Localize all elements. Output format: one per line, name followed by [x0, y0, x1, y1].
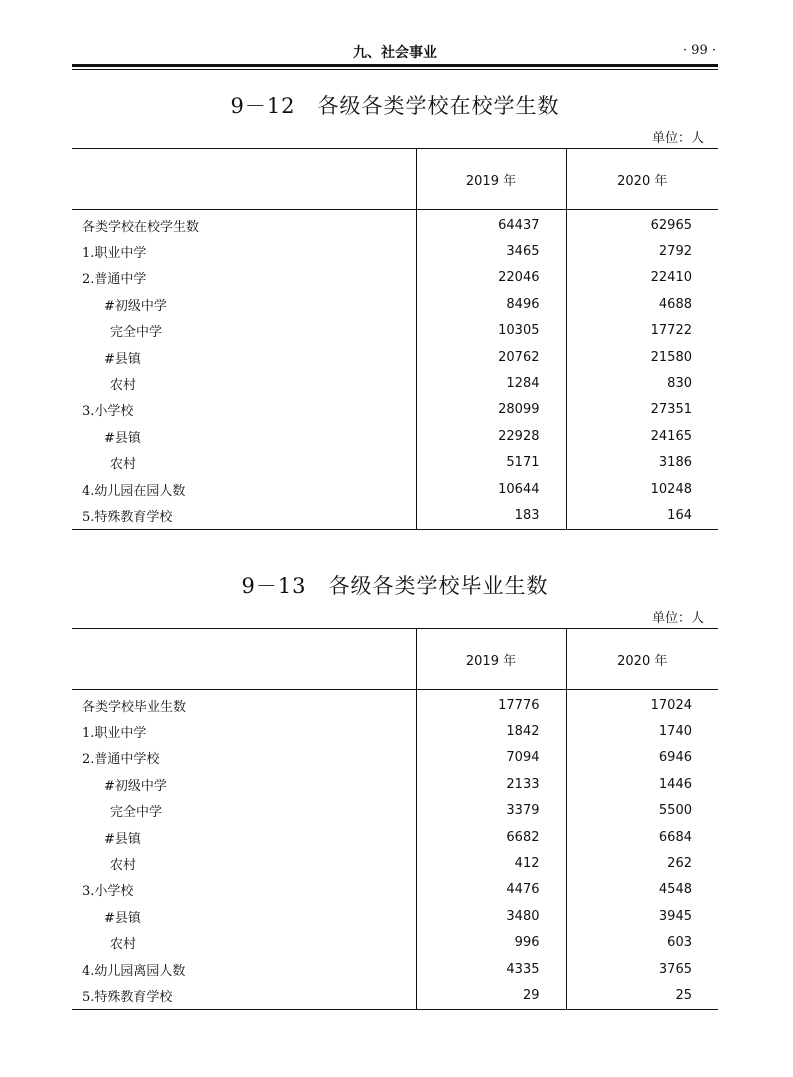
row-label: 完全中学: [110, 805, 163, 821]
value-2019: 183: [416, 502, 566, 529]
table-number: 9－13: [241, 574, 307, 598]
header-rule-thick: [72, 64, 718, 67]
row-label: 2.普通中学校: [82, 752, 160, 768]
value-2019: 4476: [416, 877, 566, 903]
row-label: 各类学校在校学生数: [82, 219, 200, 235]
value-2019: 22928: [416, 423, 566, 449]
value-2019: 10305: [416, 318, 566, 344]
value-2019: 22046: [416, 265, 566, 291]
header-row: [72, 149, 718, 210]
table-row: [72, 690, 718, 719]
table-row: [72, 318, 718, 344]
value-2020: 25: [566, 982, 718, 1009]
table-row: [72, 502, 718, 529]
value-2020: 22410: [566, 265, 718, 291]
value-2020: 5500: [566, 798, 718, 824]
column-header-stub: [72, 629, 416, 690]
table-title-text: 各级各类学校毕业生数: [328, 574, 549, 598]
value-2019: 5171: [416, 450, 566, 476]
row-label: #县镇: [104, 351, 141, 367]
value-2019: 412: [416, 850, 566, 876]
value-2020: 27351: [566, 397, 718, 423]
value-2020: 17722: [566, 318, 718, 344]
value-2020: 17024: [566, 690, 718, 719]
value-2020: 3945: [566, 903, 718, 929]
value-2019: 64437: [416, 210, 566, 239]
value-2019: 3379: [416, 798, 566, 824]
column-header-stub: [72, 149, 416, 210]
table-row: [72, 745, 718, 771]
row-label: 1.职业中学: [82, 246, 147, 262]
data-table: [72, 148, 718, 530]
table-title: [72, 570, 718, 600]
row-label: 农村: [110, 378, 137, 394]
value-2020: 1446: [566, 771, 718, 797]
column-header-2019: 2019 年: [416, 149, 566, 210]
unit-label: 单位：人: [651, 131, 704, 146]
table-row: [72, 423, 718, 449]
table-row: [72, 238, 718, 264]
row-label: 农村: [110, 937, 137, 953]
column-header-2020: 2020 年: [566, 149, 718, 210]
value-2020: 10248: [566, 476, 718, 502]
table-9-13: [72, 570, 718, 1010]
value-2020: 262: [566, 850, 718, 876]
value-2019: 6682: [416, 824, 566, 850]
value-2019: 7094: [416, 745, 566, 771]
table-body: [72, 690, 718, 1010]
table-title-text: 各级各类学校在校学生数: [317, 94, 560, 118]
row-label: #县镇: [104, 430, 141, 446]
value-2019: 29: [416, 982, 566, 1009]
table-row: [72, 982, 718, 1009]
table-row: [72, 930, 718, 956]
row-label: 5.特殊教育学校: [72, 982, 416, 1009]
table-row: [72, 771, 718, 797]
value-2019: 996: [416, 930, 566, 956]
value-2019: 8496: [416, 291, 566, 317]
value-2020: 6684: [566, 824, 718, 850]
row-label: 5.特殊教育学校: [72, 502, 416, 529]
page-number: · 99 ·: [682, 43, 716, 58]
data-table: [72, 628, 718, 1010]
value-2020: 3186: [566, 450, 718, 476]
table-row: [72, 903, 718, 929]
value-2019: 17776: [416, 690, 566, 719]
header-rule-thin: [72, 69, 718, 70]
value-2019: 10644: [416, 476, 566, 502]
value-2019: 1842: [416, 718, 566, 744]
row-label: 3.小学校: [82, 884, 134, 900]
column-header-2020: 2020 年: [566, 629, 718, 690]
table-row: [72, 210, 718, 239]
table-row: [72, 824, 718, 850]
value-2020: 164: [566, 502, 718, 529]
table-9-12: [72, 90, 718, 530]
table-title: [72, 90, 718, 120]
row-label: 农村: [110, 858, 137, 874]
value-2019: 3465: [416, 238, 566, 264]
value-2020: 62965: [566, 210, 718, 239]
row-label: 1.职业中学: [82, 726, 147, 742]
header-row: [72, 629, 718, 690]
table-row: [72, 798, 718, 824]
table-row: [72, 291, 718, 317]
table-row: [72, 370, 718, 396]
table-row: [72, 850, 718, 876]
row-label: 完全中学: [110, 325, 163, 341]
row-label: #县镇: [104, 831, 141, 847]
value-2020: 603: [566, 930, 718, 956]
value-2020: 3765: [566, 956, 718, 982]
row-label: 3.小学校: [82, 404, 134, 420]
row-label: 各类学校毕业生数: [82, 699, 187, 715]
value-2020: 4688: [566, 291, 718, 317]
row-label: 4.幼儿园在园人数: [82, 483, 186, 499]
value-2020: 21580: [566, 344, 718, 370]
section-title: 九、社会事业: [353, 45, 437, 61]
row-label: 2.普通中学: [82, 272, 147, 288]
table-row: [72, 265, 718, 291]
row-label: #初级中学: [104, 778, 167, 794]
table-row: [72, 956, 718, 982]
value-2020: 4548: [566, 877, 718, 903]
table-row: [72, 877, 718, 903]
table-row: [72, 718, 718, 744]
value-2020: 1740: [566, 718, 718, 744]
value-2020: 830: [566, 370, 718, 396]
table-row: [72, 450, 718, 476]
value-2020: 6946: [566, 745, 718, 771]
value-2019: 1284: [416, 370, 566, 396]
row-label: 4.幼儿园离园人数: [82, 963, 186, 979]
table-row: [72, 397, 718, 423]
row-label: 农村: [110, 457, 137, 473]
value-2019: 3480: [416, 903, 566, 929]
table-number: 9－12: [230, 94, 296, 118]
table-row: [72, 344, 718, 370]
row-label: #县镇: [104, 910, 141, 926]
value-2020: 2792: [566, 238, 718, 264]
value-2020: 24165: [566, 423, 718, 449]
row-label: #初级中学: [104, 298, 167, 314]
value-2019: 20762: [416, 344, 566, 370]
column-header-2019: 2019 年: [416, 629, 566, 690]
value-2019: 28099: [416, 397, 566, 423]
value-2019: 2133: [416, 771, 566, 797]
running-header: [72, 40, 718, 62]
unit-label: 单位：人: [651, 611, 704, 626]
table-row: [72, 476, 718, 502]
table-body: [72, 210, 718, 530]
value-2019: 4335: [416, 956, 566, 982]
